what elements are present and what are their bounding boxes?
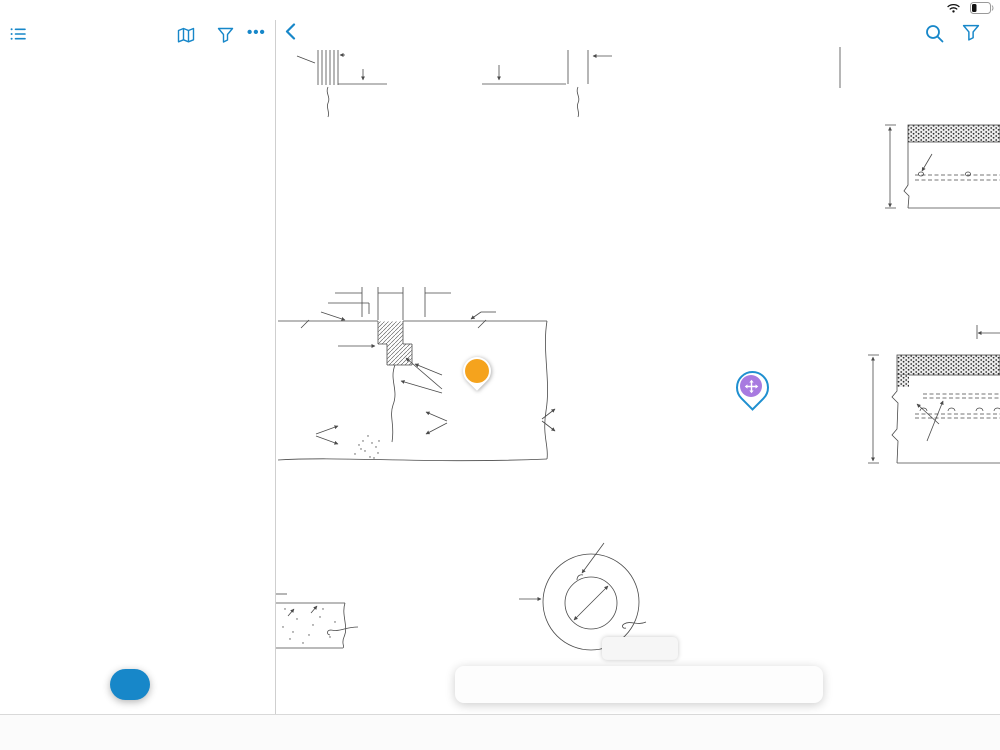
cad-linework-svg bbox=[275, 47, 1000, 715]
chevron-left-icon bbox=[285, 23, 296, 44]
task-list bbox=[0, 52, 275, 715]
task-marker-cm-badge bbox=[465, 359, 489, 383]
create-task-button[interactable] bbox=[110, 669, 150, 700]
task-sidebar bbox=[0, 20, 276, 715]
more-icon[interactable]: ••• bbox=[247, 24, 266, 41]
page-thumbnail-strip bbox=[455, 666, 823, 703]
page-indicator bbox=[602, 637, 678, 660]
project-list-icon bbox=[10, 27, 26, 44]
filter-icon[interactable] bbox=[217, 27, 234, 49]
projects-button[interactable] bbox=[10, 27, 32, 44]
wifi-icon bbox=[947, 3, 960, 16]
sheet-filter-icon[interactable] bbox=[962, 24, 980, 47]
move-marker-pin[interactable] bbox=[734, 369, 770, 415]
sidebar-header bbox=[0, 20, 275, 52]
content-header bbox=[276, 20, 1000, 47]
back-button[interactable] bbox=[285, 23, 301, 44]
task-marker-cm-pin[interactable] bbox=[461, 355, 493, 397]
map-icon[interactable] bbox=[177, 27, 195, 49]
sheet-viewer[interactable] bbox=[275, 47, 1000, 715]
search-icon[interactable] bbox=[925, 24, 944, 48]
status-bar bbox=[0, 0, 1000, 20]
move-icon bbox=[740, 375, 762, 397]
battery-icon bbox=[970, 2, 994, 17]
bottom-nav bbox=[0, 714, 1000, 750]
